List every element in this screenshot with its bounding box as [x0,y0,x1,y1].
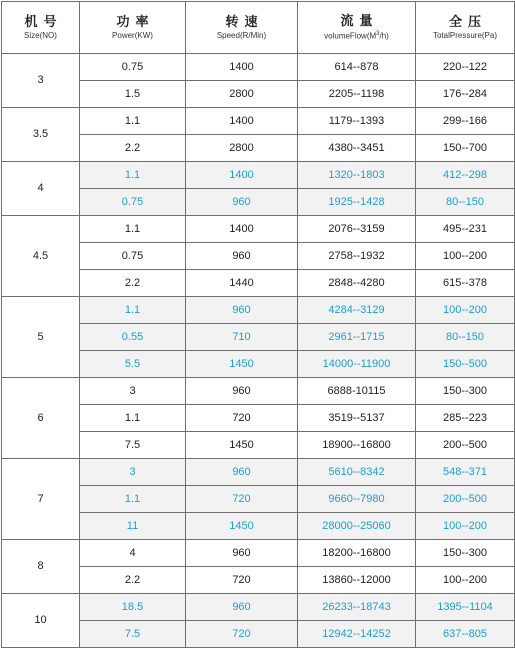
table-row [2,162,515,189]
header-pressure-cn: 全压 [448,14,487,29]
power-cell: 7.5 [80,432,186,459]
size-cell: 3.5 [2,108,80,162]
power-cell: 2.2 [80,567,186,594]
pressure-cell: 150--300 [416,540,515,567]
header-flow [298,2,416,54]
header-flow-en-pre: volumeFlow(M [324,31,377,41]
size-cell: 4 [2,162,80,216]
speed-cell: 960 [186,378,298,405]
flow-cell: 9660--7980 [298,486,416,513]
speed-cell: 1400 [186,162,298,189]
header-size-cn: 机号 [24,14,63,29]
power-cell: 1.1 [80,405,186,432]
table-row [2,54,515,81]
pressure-cell: 615--378 [416,270,515,297]
flow-cell: 4380--3451 [298,135,416,162]
size-cell: 8 [2,540,80,594]
speed-cell: 1440 [186,270,298,297]
speed-cell: 1400 [186,216,298,243]
speed-cell: 1450 [186,513,298,540]
power-cell: 11 [80,513,186,540]
size-cell: 10 [2,594,80,648]
table-row [2,297,515,324]
header-power-en: Power(KW) [112,31,153,40]
speed-cell: 960 [186,594,298,621]
speed-cell: 720 [186,405,298,432]
flow-cell: 13860--12000 [298,567,416,594]
pressure-cell: 100--200 [416,513,515,540]
flow-cell: 2961--1715 [298,324,416,351]
flow-cell: 18900--16800 [298,432,416,459]
flow-cell: 2205--1198 [298,81,416,108]
pressure-cell: 80--150 [416,324,515,351]
table-row [2,216,515,243]
power-cell: 0.75 [80,189,186,216]
speed-cell: 710 [186,324,298,351]
pressure-cell: 100--200 [416,243,515,270]
fan-spec-table [1,1,515,648]
speed-cell: 720 [186,567,298,594]
power-cell: 18.5 [80,594,186,621]
power-cell: 4 [80,540,186,567]
flow-cell: 614--878 [298,54,416,81]
speed-cell: 960 [186,540,298,567]
speed-cell: 960 [186,189,298,216]
speed-cell: 1450 [186,432,298,459]
speed-cell: 1450 [186,351,298,378]
size-cell: 5 [2,297,80,378]
pressure-cell: 176--284 [416,81,515,108]
pressure-cell: 80--150 [416,189,515,216]
flow-cell: 2076--3159 [298,216,416,243]
power-cell: 1.5 [80,81,186,108]
flow-cell: 3519--5137 [298,405,416,432]
pressure-cell: 200--500 [416,432,515,459]
table-row [2,378,515,405]
pressure-cell: 495--231 [416,216,515,243]
table-row [2,108,515,135]
flow-cell: 12942--14252 [298,621,416,648]
size-cell: 7 [2,459,80,540]
flow-cell: 5610--8342 [298,459,416,486]
header-power-cn: 功率 [116,14,155,29]
header-size-en: Size(NO) [24,31,57,40]
pressure-cell: 100--200 [416,297,515,324]
power-cell: 1.1 [80,216,186,243]
header-speed-en: Speed(R/Min) [216,31,267,40]
pressure-cell: 150--700 [416,135,515,162]
header-pressure [416,2,515,54]
size-cell: 6 [2,378,80,459]
table-row [2,594,515,621]
flow-cell: 2848--4280 [298,270,416,297]
speed-cell: 960 [186,297,298,324]
speed-cell: 720 [186,621,298,648]
table-row [2,540,515,567]
flow-cell: 4284--3129 [298,297,416,324]
header-speed-cn: 转速 [225,14,264,29]
header-flow-en [298,31,415,41]
header-flow-cn: 流量 [340,13,379,29]
header-size [2,2,80,54]
power-cell: 7.5 [80,621,186,648]
flow-cell: 28000--25060 [298,513,416,540]
power-cell: 5.5 [80,351,186,378]
speed-cell: 1400 [186,54,298,81]
flow-cell: 18200--16800 [298,540,416,567]
header-speed [186,2,298,54]
size-cell: 3 [2,54,80,108]
pressure-cell: 1395--1104 [416,594,515,621]
flow-cell: 14000--11900 [298,351,416,378]
speed-cell: 2800 [186,81,298,108]
flow-cell: 1179--1393 [298,108,416,135]
power-cell: 3 [80,459,186,486]
pressure-cell: 200--500 [416,486,515,513]
table-row [2,459,515,486]
flow-cell: 1320--1803 [298,162,416,189]
pressure-cell: 548--371 [416,459,515,486]
header-flow-en-sup: 3 [376,31,380,38]
pressure-cell: 150--300 [416,378,515,405]
flow-cell: 1925--1428 [298,189,416,216]
header-flow-en-post: /h) [379,31,389,41]
pressure-cell: 150--500 [416,351,515,378]
power-cell: 2.2 [80,135,186,162]
power-cell: 2.2 [80,270,186,297]
pressure-cell: 220--122 [416,54,515,81]
power-cell: 1.1 [80,297,186,324]
pressure-cell: 299--166 [416,108,515,135]
pressure-cell: 412--298 [416,162,515,189]
flow-cell: 2758--1932 [298,243,416,270]
pressure-cell: 285--223 [416,405,515,432]
table-body [2,54,515,648]
speed-cell: 2800 [186,135,298,162]
header-row [2,2,515,54]
speed-cell: 720 [186,486,298,513]
power-cell: 0.75 [80,243,186,270]
power-cell: 3 [80,378,186,405]
power-cell: 1.1 [80,162,186,189]
power-cell: 1.1 [80,108,186,135]
speed-cell: 1400 [186,108,298,135]
power-cell: 0.75 [80,54,186,81]
header-pressure-en: TotalPressure(Pa) [432,31,498,40]
speed-cell: 960 [186,243,298,270]
flow-cell: 26233--18743 [298,594,416,621]
speed-cell: 960 [186,459,298,486]
pressure-cell: 637--805 [416,621,515,648]
header-power [80,2,186,54]
pressure-cell: 100--200 [416,567,515,594]
size-cell: 4.5 [2,216,80,297]
flow-cell: 6888-10115 [298,378,416,405]
power-cell: 0.55 [80,324,186,351]
power-cell: 1.1 [80,486,186,513]
